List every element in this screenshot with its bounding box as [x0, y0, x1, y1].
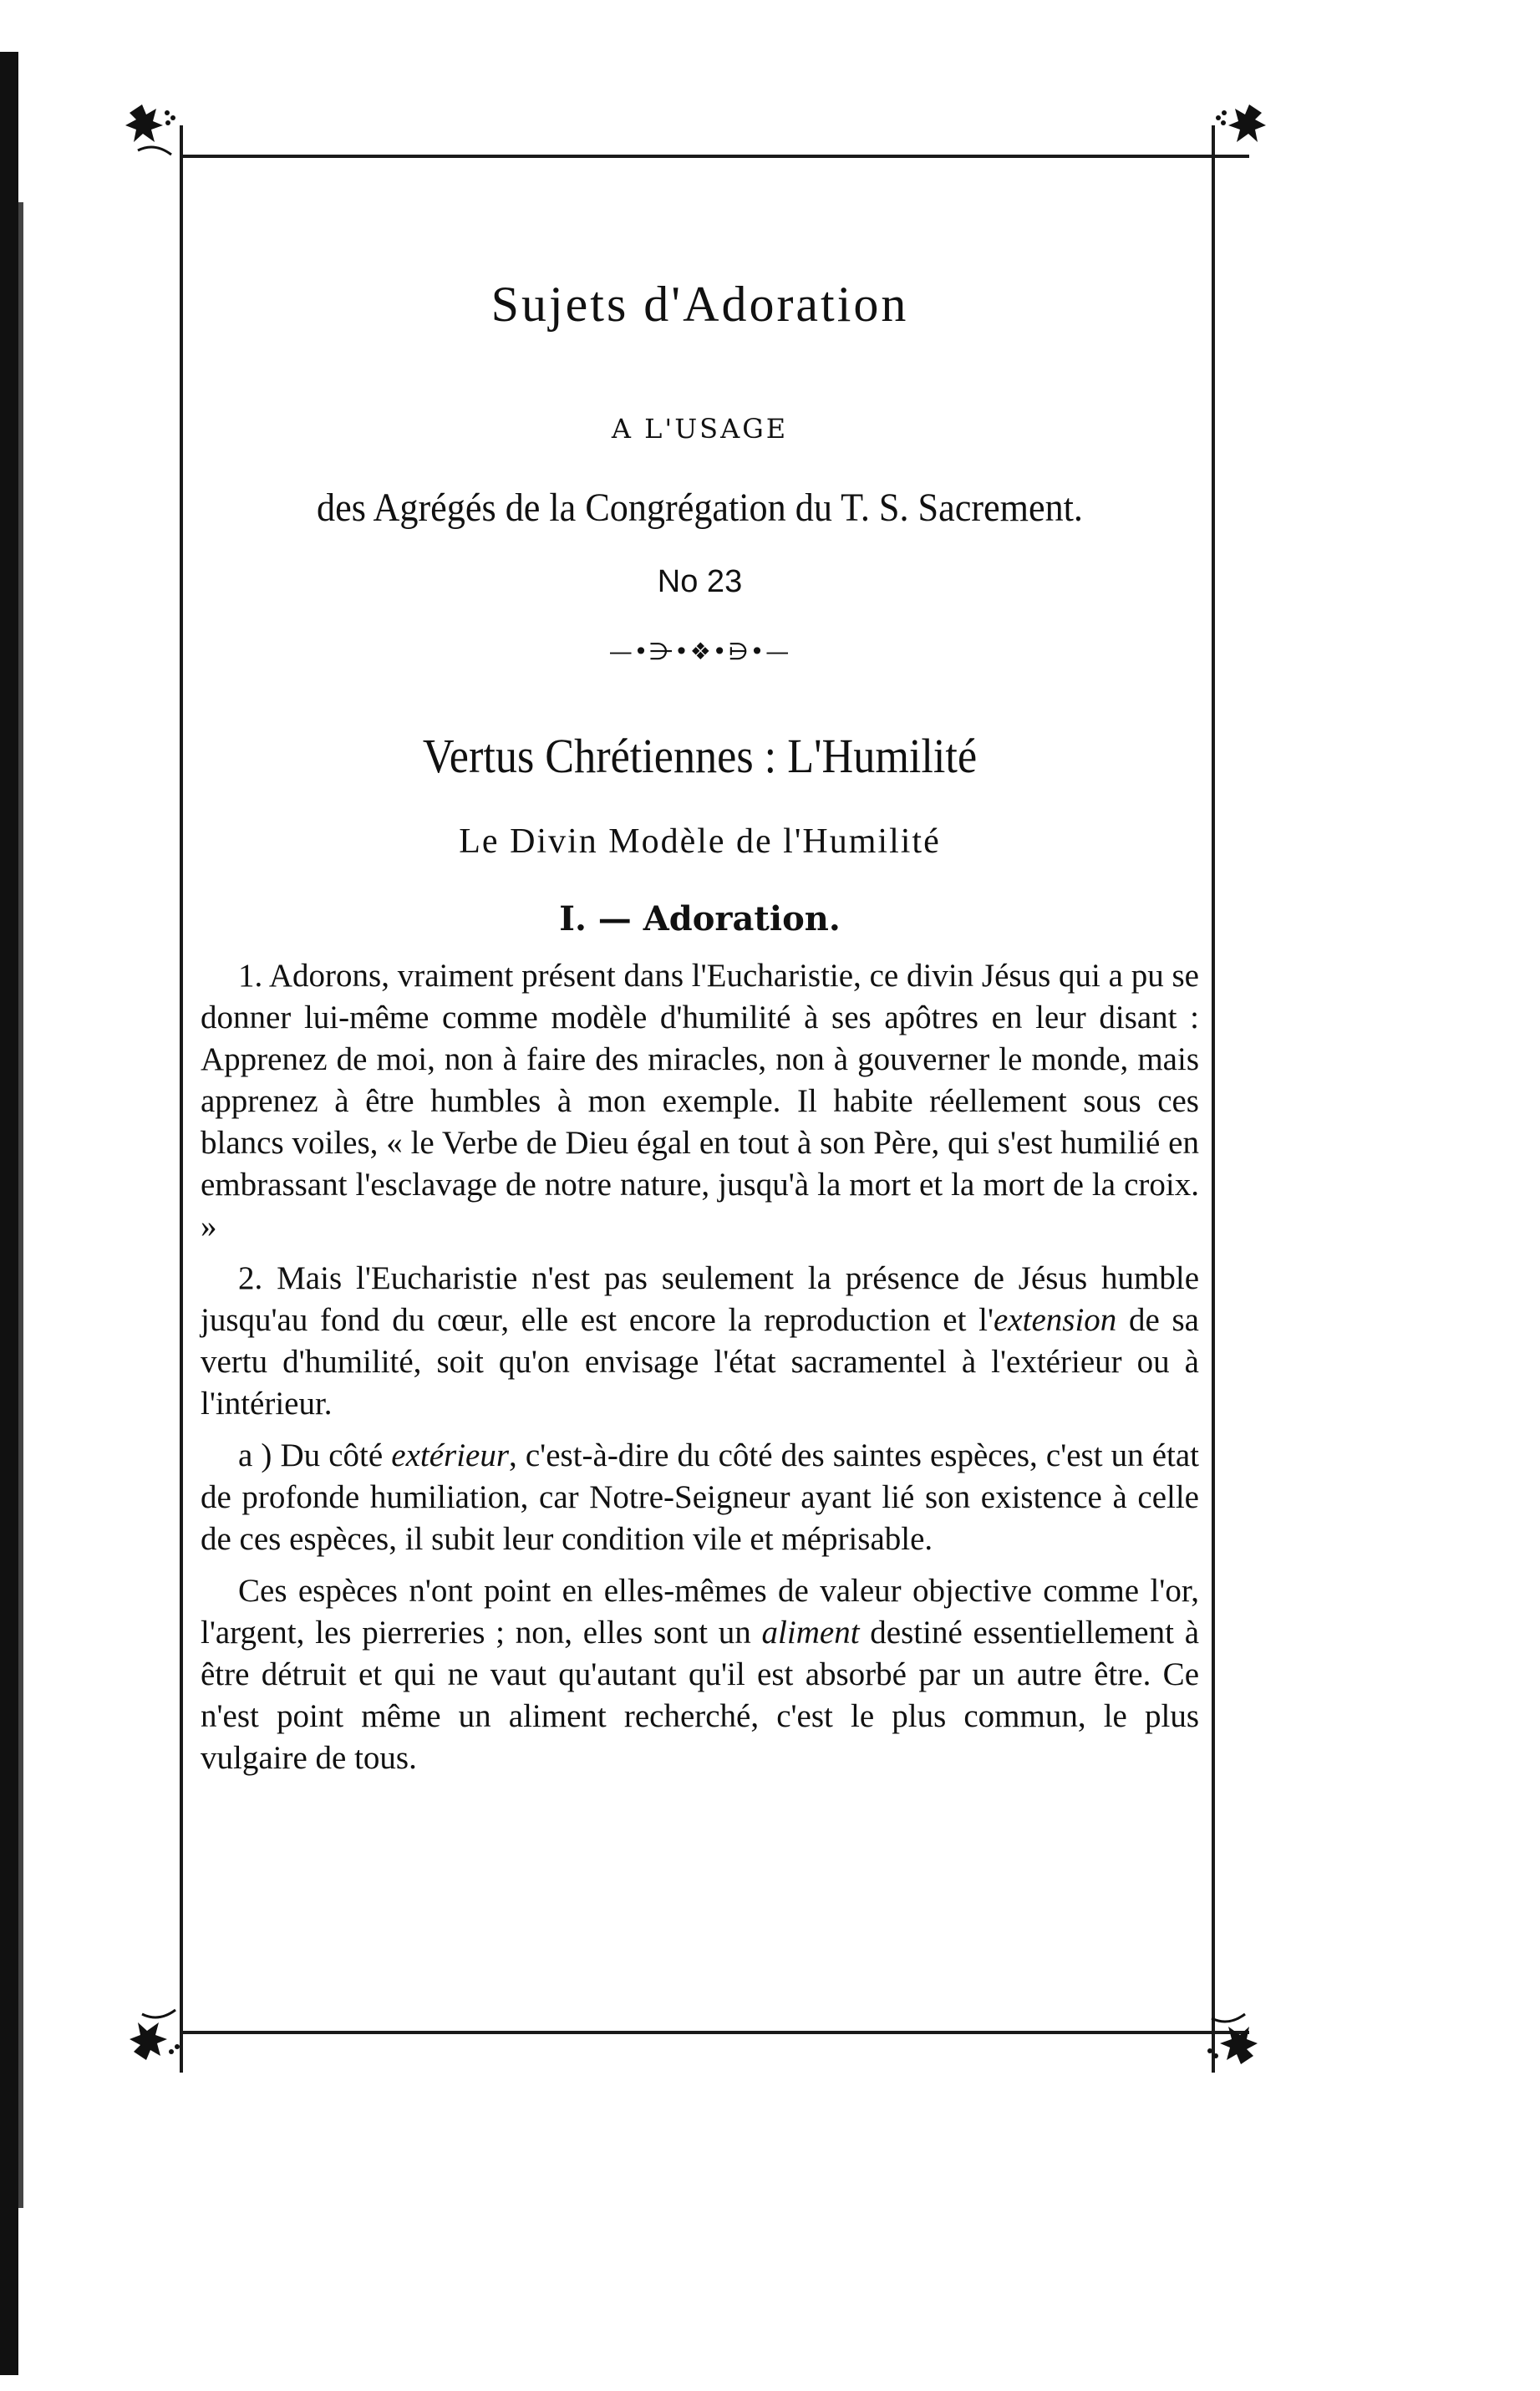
- paragraph-2-text: 2. Mais l'Eucharistie n'est pas seulement la présence de Jésus humble jusqu'au fond du cœur, elle est encore la reproduction et l': [201, 1260, 1199, 1338]
- usage-line: A L'USAGE: [611, 413, 789, 445]
- vine-leaf-ornament-icon: [1195, 2006, 1262, 2073]
- section-heading: Vertus Chrétiennes : L'Humilité: [422, 729, 978, 783]
- binding-edge: [0, 52, 18, 2375]
- vine-leaf-ornament-icon: [1203, 96, 1270, 163]
- paragraph-3-text: , c'est-à-dire du côté des saintes espèces, c'est un état de profonde humiliation, car Notre-Seigneur ayant lié son existence à celle de ces espèces, il subit leur condition vile et méprisable.: [201, 1437, 1199, 1557]
- paragraph-2-text: de sa vertu d'humilité, soit qu'on envisage l'état sacramentel à l'extérieur ou à l'intérieur.: [201, 1302, 1199, 1422]
- ornament-divider: —•⋺•❖•⋻•—: [608, 638, 791, 665]
- frame-left-border: [180, 125, 183, 2073]
- paragraph-3-text: a ) Du côté: [238, 1437, 392, 1473]
- paragraph-2: [201, 1258, 1199, 1425]
- page-content: [201, 276, 1199, 1779]
- paragraph-2-emphasis: extension: [994, 1302, 1117, 1338]
- paragraph-3-emphasis: extérieur: [391, 1437, 510, 1473]
- frame-right-border: [1212, 125, 1215, 2073]
- section-subheading: Le Divin Modèle de l'Humilité: [459, 822, 941, 861]
- issue-number: No 23: [657, 564, 743, 599]
- vine-leaf-ornament-icon: [125, 2002, 192, 2068]
- paragraph-4-text: Ces espèces n'ont point en elles-mêmes de valeur objective comme l'or, l'argent, les pierreries ; non, elles sont un: [201, 1573, 1199, 1651]
- paragraph-4-emphasis: aliment: [761, 1615, 860, 1651]
- paragraph-1: 1. Adorons, vraiment présent dans l'Eucharistie, ce divin Jésus qui a pu se donner lui-même comme modèle d'humilité à ses apôtres en leur disant : Apprenez de moi, non à faire des miracles, non à gouverner le monde, mais apprenez à être humbles à mon exemple. Il habite réellement sous ces blancs voiles, « le Verbe de Dieu égal en tout à son Père, qui s'est humilié en embrassant l'esclavage de notre nature, jusqu'à la mort et la mort de la croix. »: [201, 958, 1199, 1244]
- paragraph-4-text: destiné essentiellement à être détruit et qui ne vaut qu'autant qu'il est absorbé par un autre être. Ce n'est point même un aliment recherché, c'est le plus commun, le plus vulgaire de tous.: [201, 1615, 1199, 1776]
- paragraph-4: [201, 1570, 1199, 1779]
- page-title: Sujets d'Adoration: [490, 277, 909, 332]
- paragraph-3: [201, 1435, 1199, 1560]
- congregation-line: des Agrégés de la Congrégation du T. S. Sacrement.: [317, 486, 1083, 530]
- subsection-title: I. — Adoration.: [559, 899, 841, 939]
- frame-bottom-border: [180, 2031, 1249, 2034]
- frame-top-border: [180, 155, 1249, 158]
- vine-leaf-ornament-icon: [121, 96, 188, 163]
